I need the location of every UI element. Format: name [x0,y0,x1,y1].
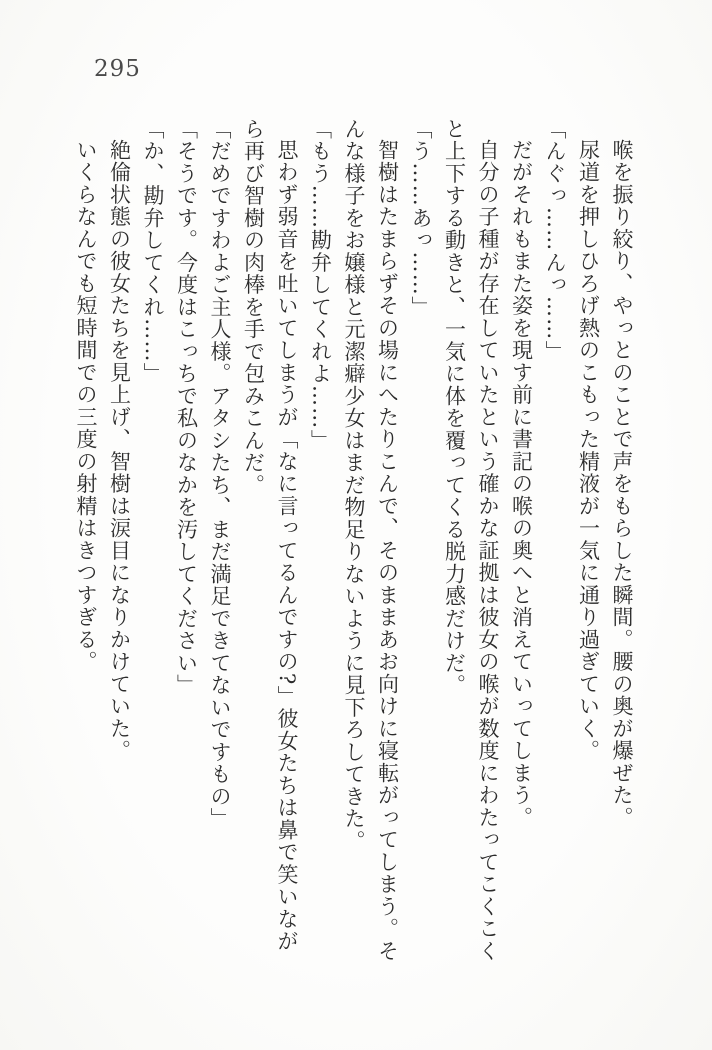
paragraph: 自分の子種が存在していたという確かな証拠は彼女の喉が数度にわたってこくこくと上下する動きと、一気に体を覆ってくる脱力感だけだ。 [442,118,500,963]
paragraph: 「もう……勘弁してくれよ……」 [308,118,333,452]
paragraph: 「う……あっ……」 [409,118,433,319]
page-text [69,118,639,964]
paragraph: だがそれもまた姿を現す前に書記の喉の奥へと消えていってしまう。 [509,139,534,829]
paragraph: 「か、勘弁してくれ……」 [141,118,165,385]
paragraph: 「そうです。今度はこっちで私のなかを汚してください」 [174,118,199,697]
paragraph: 尿道を押しひろげ熱のこもった精液が一気に通り過ぎていく。 [576,139,601,762]
paragraph: 喉を振り絞り、やっとのことで声をもらした瞬間。腰の奥が爆ぜた。 [610,139,634,829]
paragraph: 思わず弱音を吐いてしまうが「なに言ってるんですの?」彼女たちは鼻で笑いながら再び智樹の肉棒を手で包みこんだ。 [241,118,299,953]
page-number: 295 [94,56,141,82]
paragraph: 「だめですわよご主人様。アタシたち、まだ満足できてないですもの」 [208,118,232,830]
paragraph: 絶倫状態の彼女たちを見上げ、智樹は涙目になりかけていた。 [107,139,132,762]
paragraph: 「んぐっ……んっ……」 [543,118,567,363]
paragraph: いくらなんでも短時間での三度の射精はきつすぎる。 [74,139,98,673]
paragraph: 智樹はたまらずその場にへたりこんで、そのままあお向けに寝転がってしまう。そんな様子をお嬢様と元潔癖少女はまだ物足りないように見下ろしてきた。 [342,118,400,963]
